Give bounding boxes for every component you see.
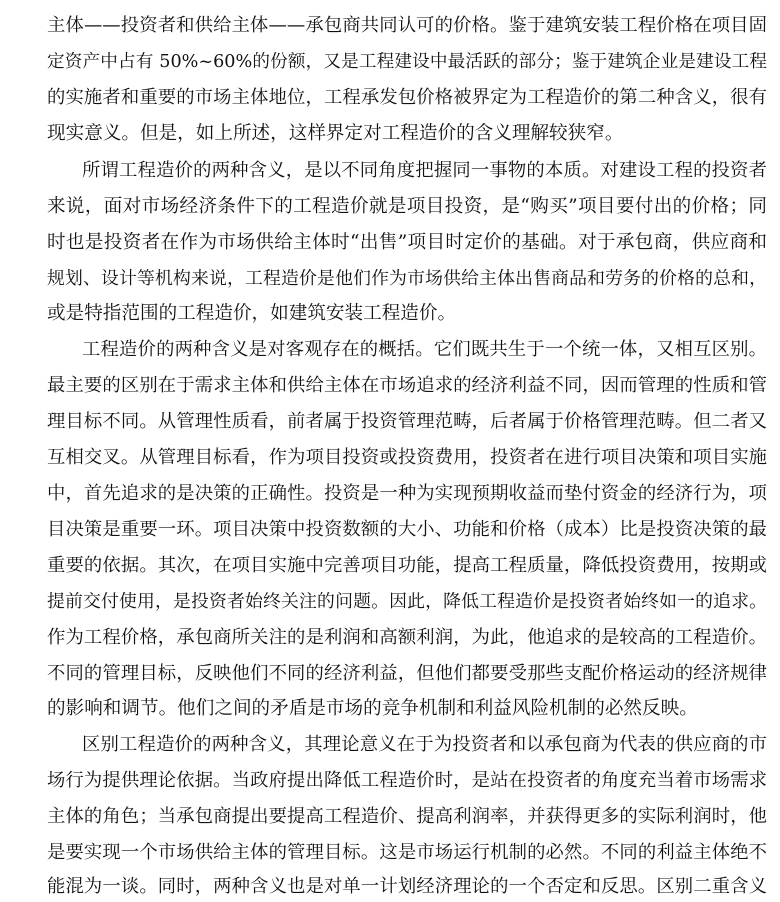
text-line: 的影响和调节。他们之间的矛盾是市场的竞争机制和利益风险机制的必然反映。 [47,698,698,719]
text-line: 或是特指范围的工程造价，如建筑安装工程造价。 [47,303,457,324]
text-line: 所谓工程造价的两种含义，是以不同角度把握同一事物的本质。对建设工程的投资者 [82,160,767,181]
text-line: 互相交叉。从管理目标看，作为项目投资或投资费用，投资者在进行项目决策和项目实施 [47,447,767,468]
text-line: 能混为一谈。同时，两种含义也是对单一计划经济理论的一个否定和反思。区别二重含义 [47,876,767,897]
text-line: 不同的管理目标，反映他们不同的经济利益，但他们都要受那些支配价格运动的经济规律 [47,663,767,684]
text-line: 主体——投资者和供给主体——承包商共同认可的价格。鉴于建筑安装工程价格在项目固 [47,15,767,36]
text-line: 场行为提供理论依据。当政府提出降低工程造价时，是站在投资者的角度充当着市场需求 [47,770,767,791]
text-line: 的实施者和重要的市场主体地位，工程承发包价格被界定为工程造价的第二种含义，很有 [47,87,767,108]
text-line: 理目标不同。从管理性质看，前者属于投资管理范畴，后者属于价格管理范畴。但二者又 [47,411,767,432]
text-line: 提前交付使用，是投资者始终关注的问题。因此，降低工程造价是投资者始终如一的追求。 [47,591,767,612]
text-line: 来说，面对市场经济条件下的工程造价就是项目投资，是“购买”项目要付出的价格；同 [47,196,767,217]
text-line: 区别工程造价的两种含义，其理论意义在于为投资者和以承包商为代表的供应商的市 [82,734,767,755]
text-line: 是要实现一个市场供给主体的管理目标。这是市场运行机制的必然。不同的利益主体绝不 [47,842,767,863]
text-line: 现实意义。但是，如上所述，这样界定对工程造价的含义理解较狭窄。 [47,123,624,144]
text-line: 中，首先追求的是决策的正确性。投资是一种为实现预期收益而垫付资金的经济行为，项 [47,483,767,504]
text-line: 最主要的区别在于需求主体和供给主体在市场追求的经济利益不同，因而管理的性质和管 [47,375,767,396]
text-line: 时也是投资者在作为市场供给主体时“出售”项目时定价的基础。对于承包商，供应商和 [47,232,767,253]
text-line: 重要的依据。其次，在项目实施中完善项目功能，提高工程质量，降低投资费用，按期或 [47,555,767,576]
text-line: 工程造价的两种含义是对客观存在的概括。它们既共生于一个统一体，又相互区别。 [82,339,767,360]
text-line: 作为工程价格，承包商所关注的是利润和高额利润，为此，他追求的是较高的工程造价。 [47,627,767,648]
text-line: 目决策是重要一环。项目决策中投资数额的大小、功能和价格（成本）比是投资决策的最 [47,519,767,540]
text-line: 规划、设计等机构来说，工程造价是他们作为市场供给主体出售商品和劳务的价格的总和， [47,268,767,289]
text-line: 主体的角色；当承包商提出要提高工程造价、提高利润率，并获得更多的实际利润时，他 [47,806,767,827]
text-line: 定资产中占有 50%~60%的份额，又是工程建设中最活跃的部分；鉴于建筑企业是建设工程 [47,52,767,72]
